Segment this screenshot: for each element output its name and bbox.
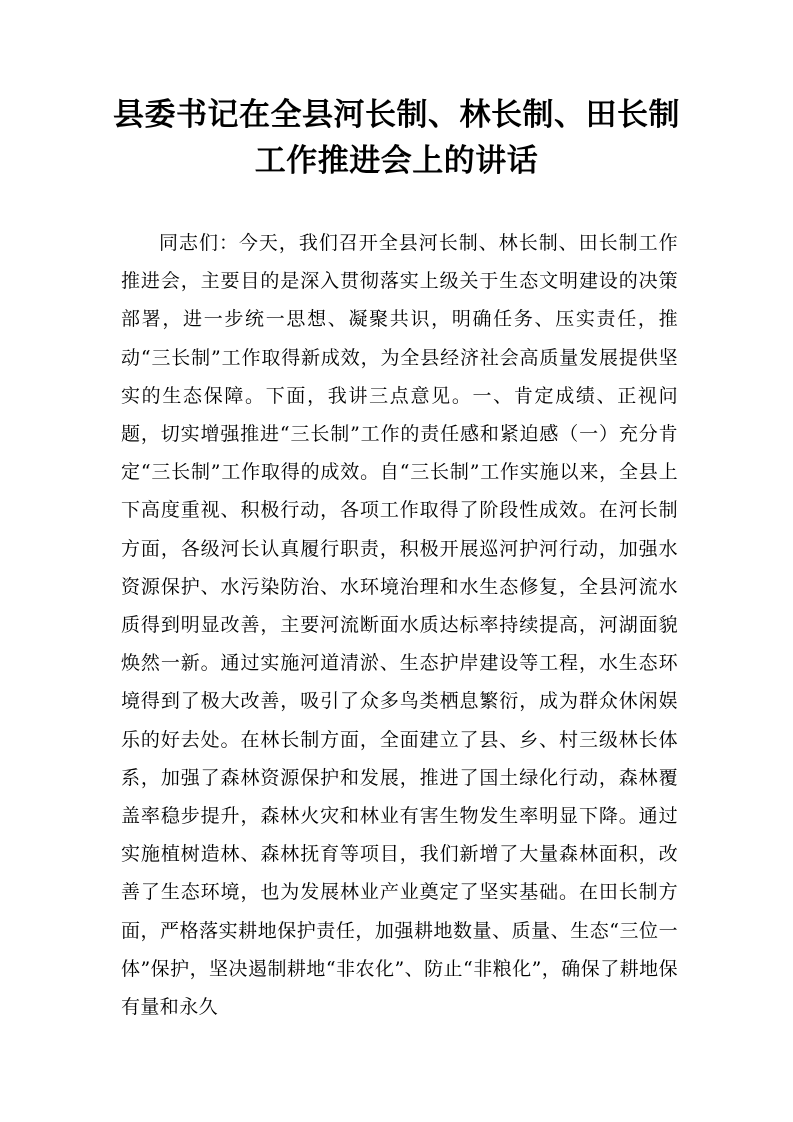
- document-title: 县委书记在全县河长制、林长制、田长制工作推进会上的讲话: [113, 97, 680, 179]
- document-body-paragraph: 同志们：今天，我们召开全县河长制、林长制、田长制工作推进会，主要目的是深入贯彻落实上级关于生态文明建设的决策部署，进一步统一思想、凝聚共识，明确任务、压实责任，推动“三长制”工作取得新成效，为全县经济社会高质量发展提供坚实的生态保障。下面，我讲三点意见。一、肯定成绩、正视问题，切实增强推进“三长制”工作的责任感和紧迫感（一）充分肯定“三长制”工作取得的成效。自“三长制”工作实施以来，全县上下高度重视、积极行动，各项工作取得了阶段性成效。在河长制方面，各级河长认真履行职责，积极开展巡河护河行动，加强水资源保护、水污染防治、水环境治理和水生态修复，全县河流水质得到明显改善，主要河流断面水质达标率持续提高，河湖面貌焕然一新。通过实施河道清淤、生态护岸建设等工程，水生态环境得到了极大改善，吸引了众多鸟类栖息繁衍，成为群众休闲娱乐的好去处。在林长制方面，全面建立了县、乡、村三级林长体系，加强了森林资源保护和发展，推进了国土绿化行动，森林覆盖率稳步提升，森林火灾和林业有害生物发生率明显下降。通过实施植树造林、森林抚育等项目，我们新增了大量森林面积，改善了生态环境，也为发展林业产业奠定了坚实基础。在田长制方面，严格落实耕地保护责任，加强耕地数量、质量、生态“三位一体”保护，坚决遏制耕地“非农化”、防止“非粮化”，确保了耕地保有量和永久: [121, 232, 678, 1019]
